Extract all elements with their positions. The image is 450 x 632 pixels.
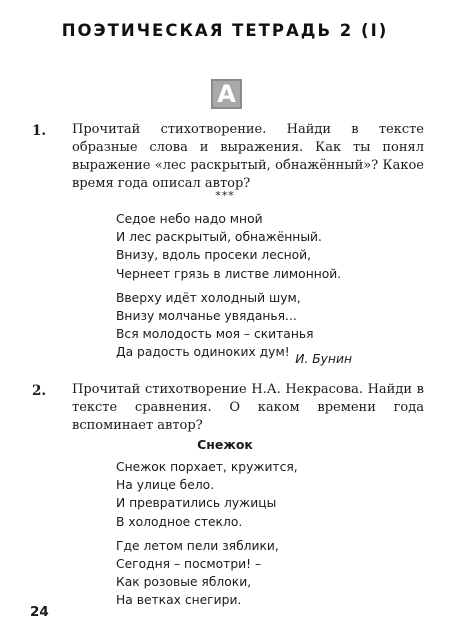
page-title: ПОЭТИЧЕСКАЯ ТЕТРАДЬ 2 (I) xyxy=(61,21,389,40)
page-number: 24 xyxy=(30,604,49,620)
poem-2 xyxy=(116,458,298,616)
poem-author: И. Бунин xyxy=(295,352,352,366)
task-2-text: Прочитай стихотворение Н.А. Некрасова. Найди в тексте сравнения. О каком времени года вспоминает автор? xyxy=(72,382,424,433)
task-1-text: Прочитай стихотворение. Найди в тексте образные слова и выражения. Как ты понял выражение «лес раскрытый, обнажённый»? Какое время года описал автор? xyxy=(72,122,424,191)
poem-line: Где летом пели зяблики, xyxy=(116,538,279,553)
poem-line: Вверху идёт холодный шум, xyxy=(116,290,301,305)
poem-line: В холодное стекло. xyxy=(116,514,243,529)
poem-1-stanza-1 xyxy=(116,210,341,283)
poem-2-stanza-1 xyxy=(116,458,298,531)
poem-line: Да радость одиноких дум! xyxy=(116,345,290,360)
task-1-number: 1. xyxy=(32,123,47,139)
poem-2-stanza-2 xyxy=(116,537,298,610)
poem-line: Чернеет грязь в листве лимонной. xyxy=(116,266,342,281)
poem-separator: *** xyxy=(215,189,235,202)
section-badge: А xyxy=(211,79,242,109)
poem-1-stanza-2 xyxy=(116,289,341,362)
poem-1 xyxy=(116,210,341,368)
poem-2-title: Снежок xyxy=(197,437,253,452)
poem-line: Внизу молчанье увяданья... xyxy=(116,309,297,324)
poem-line: Седое небо надо мной xyxy=(116,212,263,226)
poem-line: На ветках снегири. xyxy=(116,593,242,608)
task-2-number: 2. xyxy=(32,383,47,399)
poem-line: На улице бело. xyxy=(116,478,215,493)
poem-line: И превратились лужицы xyxy=(116,496,277,511)
poem-line: И лес раскрытый, обнажённый. xyxy=(116,230,322,245)
poem-line: Внизу, вдоль просеки лесной, xyxy=(116,248,312,263)
poem-line: Как розовые яблоки, xyxy=(116,575,252,590)
poem-line: Вся молодость моя – скитанья xyxy=(116,327,314,342)
poem-line: Снежок порхает, кружится, xyxy=(116,460,298,474)
poem-line: Сегодня – посмотри! – xyxy=(116,557,262,572)
